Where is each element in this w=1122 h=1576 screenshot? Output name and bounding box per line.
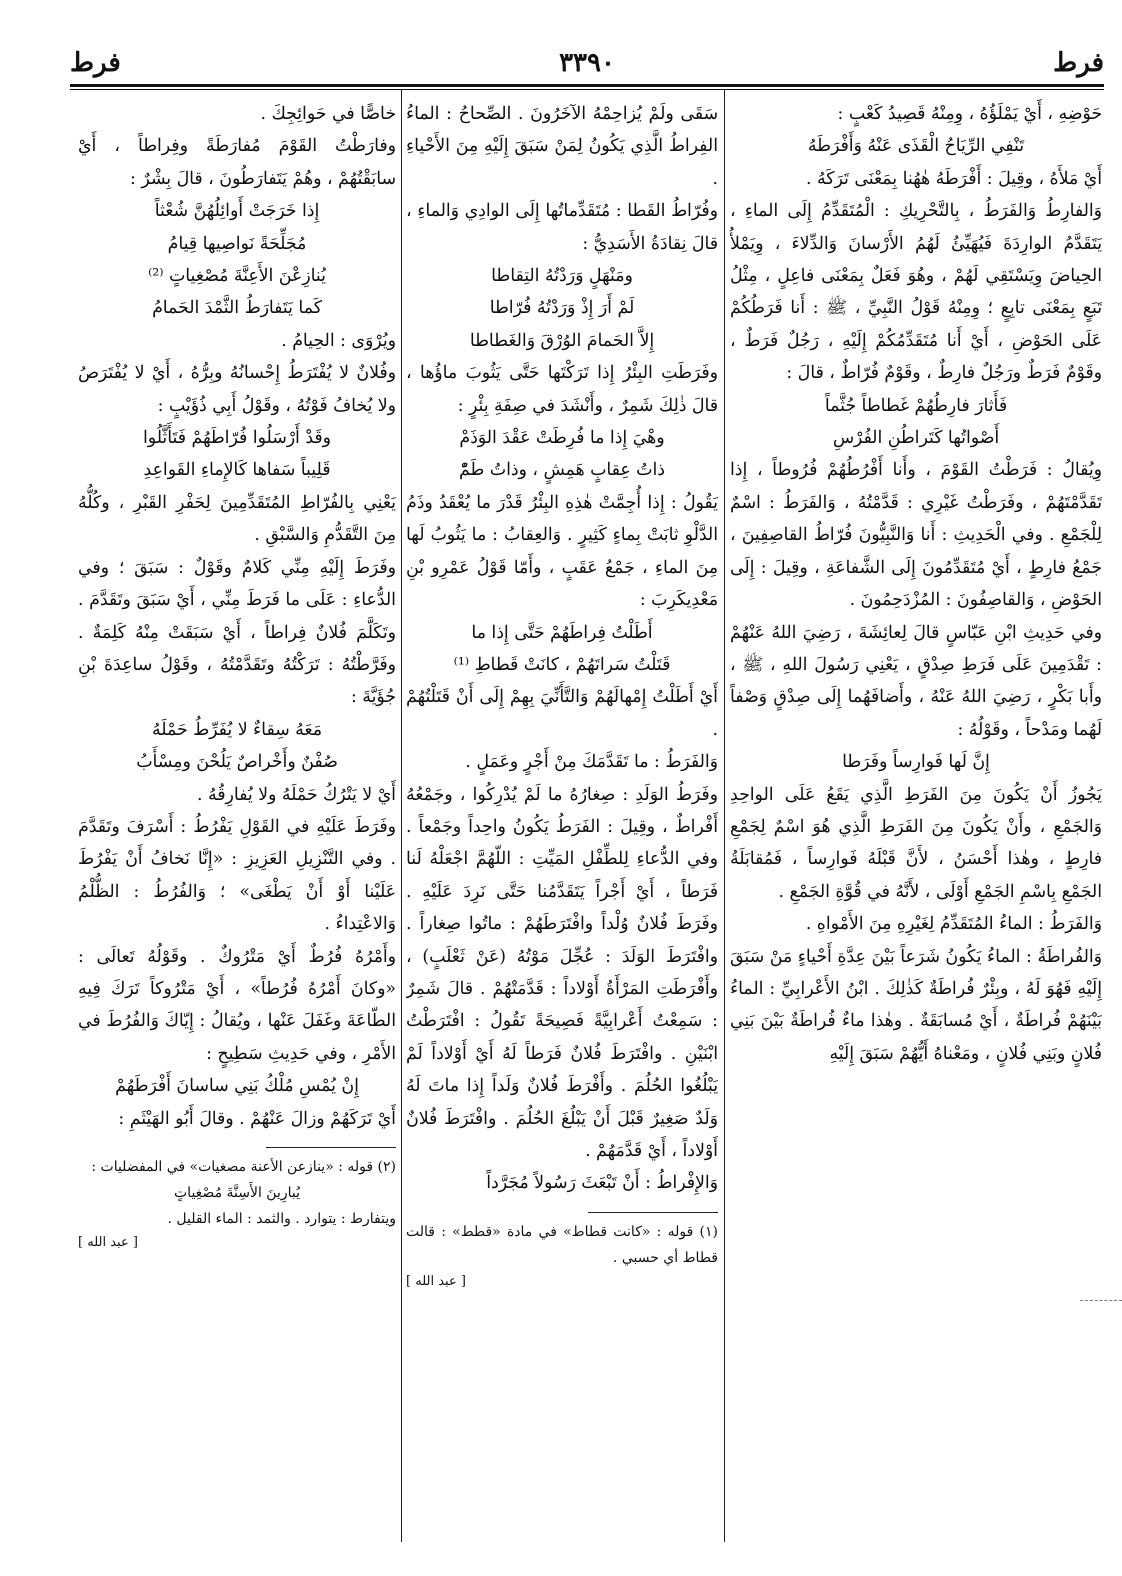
- verse-line: يُنازِعْنَ الأَعِنَّةَ مُصْغِياتٍ ⁽²⁾: [148, 266, 326, 287]
- editor-signature: [ عبد الله ]: [78, 1235, 138, 1250]
- verse-line: إِذا خَرَجَتْ أَوائِلُهُنَّ شُعْثاً: [154, 201, 320, 222]
- column-divider: [401, 90, 402, 1542]
- text-paragraph: يَجُوزُ أَنْ يَكُونَ مِنَ الفَرَطِ الَّذِي يَقَعُ عَلَى الواحِدِ وَالجَمْعِ ، وأَنْ يَكُونَ مِنَ الفَرَطِ الَّذِي هُوَ اسْمٌ لِجَمْعِ فارِطٍ ، وهٰذا أَحْسَنُ ، لأَنَّ قَبْلَهُ فَوارِساً ، فَمُقابَلَةُ الجَمْعِ بِاسْمِ الجَمْعِ أَوْلَى ، لأَنَّهُ في قُوَّةِ الجَمْعِ .: [730, 784, 1102, 902]
- text-paragraph: وَالإِفْراطُ : أَنْ تَبْعَثَ رَسُولاً مُجَرَّداً: [486, 1173, 718, 1194]
- verse-line: وقَدْ أَرْسَلُوا فُرّاطَهُمْ فَتَأَثَّلُوا: [142, 428, 332, 449]
- footnote: (١) قوله : «كانت قطاط» في مادة «قطط» : قالت قطاط أي حسبي .: [406, 1223, 718, 1266]
- verse-line: قَلِيباً سَفاها كَالإِماءِ القَواعِدِ: [143, 460, 331, 481]
- text-paragraph: وفَرَطَ إِلَيْهِ مِنِّي كَلامٌ وقَوْلٌ : سَبَقَ ؛ وفي الدُّعاءِ : عَلَى ما فَرَطَ مِنِّي ، أَيْ سَبَقَ وتَقَدَّمَ . وتَكَلَّمَ فُلانٌ فِراطاً ، أَيْ سَبَقَتْ مِنْهُ كَلِمَةٌ . وفَرَّطْتُهُ : تَرَكْتُهُ وتَقَدَّمْتُهُ ، وقَوْلُ ساعِدَةَ بْنِ جُؤَيَّةَ :: [78, 557, 396, 708]
- text-paragraph: وفَرَطَتِ البِئْرُ إِذا تَرَكْتَها حَتَّى يَثُوبَ ماؤُها ، قالَ ذٰلِكَ شَمِرٌ ، وأَنْشَدَ في صِفَةِ بِئْرٍ :: [406, 363, 718, 416]
- text-paragraph: وفَرَطُ الوَلَدِ : صِغارُهُ ما لَمْ يُدْرِكُوا ، وجَمْعُهُ أَفْراطٌ ، وقِيلَ : الفَرَطُ يَكُونُ واحِداً وجَمْعاً . وفي الدُّعاءِ لِلطِّفْلِ المَيِّتِ : اللّهُمَّ اجْعَلْهُ لَنا فَرَطاً ، أَيْ أَجْراً يَتَقَدَّمُنا حَتَّى نَرِدَ عَلَيْهِ . وفَرَطَ فُلانٌ وُلْداً وافْتَرَطَهُمْ : ماتُوا صِغاراً . وافْتَرَطَ الوَلَدَ : عُجِّلَ مَوْتُهُ (عَنْ ثَعْلَبٍ) ، وأَفْرَطَتِ المَرْأَةُ أَوْلاداً : قَدَّمَتْهُمْ . قالَ شَمِرٌ : سَمِعْتُ أَعْرابِيَّةً فَصِيحَةً تَقُولُ : افْتَرَطْتُ ابْنَيْنِ . وافْتَرَطَ فُلانٌ فَرَطاً لَهُ أَيْ أَوْلاداً لَمْ يَبْلُغُوا الحُلُمَ . وأَفْرَطَ فُلانٌ وَلَداً إِذا ماتَ لَهُ وَلَدٌ صَغِيرٌ قَبْلَ أَنْ يَبْلُغَ الحُلُمَ . وافْتَرَطَ فُلانٌ أَوْلاداً ، أَيْ قَدَّمَهُمْ .: [406, 784, 718, 1161]
- text-paragraph: وِيُقالُ : فَرَطْتُ القَوْمَ ، وأَنا أَفْرُطُهُمْ فُرُوطاً ، إِذا تَقَدَّمْتَهُمْ ، وفَرَطْتُ غَيْرِي : قَدَّمْتُهُ ، وَالفَرَطُ : اسْمٌ لِلْجَمْعِ . وفي الْحَدِيثِ : أَنا وَالنَّبِيُّونَ فُرّاطُ القاصِفِينَ ، جَمْعُ فارِطٍ ، أَيْ مُتَقَدِّمُونَ إِلَى الشَّفاعَةِ ، وقِيلَ : إِلَى الحَوْضِ ، وَالقاصِفُونَ : المُزْدَحِمُونَ .: [730, 460, 1102, 611]
- column-left: [78, 98, 396, 1538]
- verse-line: فَأَثارَ فارِطُهُمْ غَطاطاً جُثَّماً: [824, 395, 1008, 416]
- text-paragraph: أَيْ أَطَلْتُ إِمْهالَهُمْ وَالتَّأَنِّيَ بِهِمْ إِلَى أَنْ قَتَلْتُهُمْ .: [406, 687, 718, 740]
- verse-line: ذاتُ عِقابٍ هَمِشٍ ، وذاتُ طَمّْ: [459, 460, 665, 481]
- verse-line: إِنَّ لَها فَوارِساً وفَرَطا: [842, 752, 990, 773]
- text-paragraph: أَيْ مَلأَهُ ، وقِيلَ : أَفْرَطَهُ هٰهُنا بِمَعْنَى تَرَكَهُ .: [806, 168, 1102, 189]
- text-paragraph: أَيْ لا يَتْرُكُ حَمْلَهُ ولا يُفارِقُهُ .: [197, 784, 396, 805]
- footnote: ويتفارط : يتوارد . والثمد : الماء القليل .: [167, 1211, 396, 1227]
- text-paragraph: وَالفارِطُ وَالفَرَطُ ، بِالتَّحْرِيكِ : الْمُتَقَدِّمُ إِلَى الماءِ ، يَتَقَدَّمُ الوارِدَةَ فَيُهَيِّئُ لَهُمُ الأَرْسانَ وَالدِّلاءَ ، وِيَمْلأُ الحِياضَ وِيَسْتَقِي لَهُمْ ، وهُوَ فَعَلٌ بِمَعْنَى فاعِلٍ ، مِثْلُ تَبَعٍ بِمَعْنَى تابِعٍ ؛ وِمِنْهُ قَوْلُ النَّبِيِّ ، ﷺ : أَنا فَرَطُكُمْ عَلَى الحَوْضِ ، أَيْ أَنا مُتَقَدِّمُكُمْ إِلَيْهِ ، رَجُلٌ فَرَطٌ ، وقَوْمٌ فَرَطٌ ورَجُلٌ فارِطٌ ، وقَوْمٌ فُرّاطٌ ، قالَ :: [730, 201, 1102, 384]
- editor-signature: [ عبد الله ]: [406, 1273, 466, 1289]
- verse-line: إِنْ يُمْسِ مُلْكُ بَنِي ساسانَ أَفْرَطَهُمْ: [115, 1076, 359, 1097]
- column-right: [730, 98, 1102, 1538]
- footnote-rule: [266, 1147, 396, 1148]
- text-paragraph: وَالفَرَطُ : الماءُ المُتَقَدِّمُ لِغَيْرِهِ مِنَ الأَمْواهِ .: [805, 914, 1102, 935]
- text-paragraph: وفي حَدِيثِ ابْنِ عَبّاسٍ قالَ لِعائِشَةَ ، رَضِيَ اللهُ عَنْهُمْ : تَقْدَمِينَ عَلَى فَرَطِ صِدْقٍ ، يَعْنِي رَسُولَ اللهِ ، ﷺ ، وأَبا بَكْرٍ ، رَضِيَ اللهُ عَنْهُ ، وأَضافَهُما إِلَى صِدْقٍ وَصْفاً لَهُما ومَدْحاً ، وقَوْلُهُ :: [730, 622, 1102, 740]
- text-paragraph: حَوْضِهِ ، أَيْ يَمْلَؤُهُ ، وِمِنْهُ قَصِيدُ كَعْبٍ :: [837, 104, 1102, 124]
- headword-right: فرط: [1053, 48, 1104, 78]
- verse-line: لَمْ أَرَ إِذْ وَرَدْتُهُ فُرّاطا: [489, 298, 635, 319]
- verse-line: تَنْفِي الرِّيَاحُ الْقَذَى عَنْهُ وَأَفْرَطَهُ: [807, 136, 1025, 157]
- scan-mark: [1080, 1300, 1122, 1301]
- verse-line: صُفْنٌ وأَخْراصٌ يَلُحْنَ ومِسْأَبُ: [136, 752, 338, 773]
- text-paragraph: ويُرْوَى : الحِيامُ .: [281, 330, 396, 351]
- text-paragraph: أَيْ تَرَكَهُمْ وزالَ عَنْهُمْ . وقالَ أَبُو الهَيْثَمِ :: [118, 1108, 396, 1129]
- text-paragraph: وأَمْرُهُ فُرُطٌ أَيْ مَتْرُوكٌ . وقَوْلُهُ تَعالَى : «وكانَ أَمْرُهُ فُرُطاً» ، أَيْ مَتْرُوكاً تَرَكَ فِيهِ الطّاعَةَ وغَفَلَ عَنْها ، ويُقالُ : إِيّاكَ وَالفُرُطَ في الأَمْرِ ، وفي حَدِيثِ سَطِيحٍ :: [78, 946, 396, 1064]
- text-paragraph: خاصًّا في حَوائِجِكَ .: [260, 104, 396, 124]
- verse-line: إِلاَّ الحَمامَ الوُرْقَ وَالغَطاطا: [469, 330, 655, 351]
- verse-line: وهْيَ إِذا ما فُرِطَتْ عَقْدَ الوَذَمْ: [459, 428, 665, 449]
- verse-line: كَما يَتَفارَطُ الثَّمْدَ الحَمامُ: [152, 298, 322, 319]
- header-rule-thin: [70, 89, 1104, 90]
- verse-line: مُجَلِّحَةً نَواصِيها قِيامُ: [167, 233, 307, 254]
- verse-line: مَعَهُ سِقاءٌ لا يُفَرِّطُ حَمْلَهُ: [151, 719, 323, 740]
- header-rule: [70, 84, 1104, 87]
- text-paragraph: وَالفَرَطُ : ما تَقَدَّمَكَ مِنْ أَجْرٍ وعَمَلٍ .: [465, 752, 718, 773]
- page-header: [70, 48, 1104, 84]
- footnote: (٢) قوله : «ينازعن الأعنة مصغيات» في المفضليات :: [91, 1159, 396, 1175]
- verse-line: أَصْواتُها كَتَراطُنِ الفُرْسِ: [832, 428, 1000, 449]
- footnote-verse: يُبارِينَ الأَسِنَّةَ مُصْغِياتٍ: [174, 1185, 300, 1201]
- text-paragraph: وفُلانٌ لا يُفْتَرَطُ إِحْسانُهُ وبِرُّهُ ، أَيْ لا يُفْتَرَصُ ولا يُخافُ فَوْتُهُ ، وقَوْلُ أَبِي ذُؤَيْبٍ :: [78, 363, 396, 416]
- text-paragraph: وَالفُراطَةُ : الماءُ يَكُونُ شَرَعاً بَيْنَ عِدَّةِ أَحْياءٍ مَنْ سَبَقَ إِلَيْهِ فَهُوَ لَهُ ، وبِئْرٌ فُراطَةٌ كَذٰلِكَ . ابْنُ الأَعْرابِيِّ : الماءُ بَيْنَهُمْ فُراطَةٌ ، أَيْ مُسابَقَةٌ . وهٰذا ماءٌ فُراطَةٌ بَيْنَ بَنِي فُلانٍ وبَنِي فُلانٍ ، ومَعْناهُ أَيُّهُمْ سَبَقَ إِلَيْهِ: [730, 946, 1102, 1064]
- column-middle: [406, 98, 718, 1538]
- text-paragraph: يَعْنِي بِالفُرّاطِ المُتَقَدِّمِينَ لِحَفْرِ القَبْرِ ، وكُلُّهُ مِنَ التَّقَدُّمِ وَالسَّبْقِ .: [78, 492, 396, 546]
- headword-left: فرط: [70, 48, 121, 78]
- text-paragraph: سَقَى ولَمْ يُزاحِمْهُ الآخَرُونَ . الصِّحاحُ : الماءُ الفِراطُ الَّذِي يَكُونُ لِمَنْ سَبَقَ إِلَيْهِ مِنَ الأَحْياءِ .: [406, 104, 718, 189]
- verse-line: ومَنْهَلٍ وَرَدْتُهُ التِقاطا: [491, 266, 633, 287]
- text-paragraph: وفَرَطَ عَلَيْهِ في القَوْلِ يَفْرُطُ : أَسْرَفَ وتَقَدَّمَ . وفي التَّنْزِيلِ العَزِيزِ : «إِنَّا نَخافُ أَنْ يَفْرُطَ عَلَيْنا أَوْ أَنْ يَطْغَى» ؛ وَالفُرُطُ : الظُّلْمُ وَالاعْتِداءُ .: [78, 816, 396, 935]
- verse-line: أَطَلْتُ فِراطَهُمْ حَتَّى إِذا ما: [471, 622, 653, 643]
- footnote-rule: [588, 1212, 718, 1213]
- text-paragraph: وفُرّاطُ القَطا : مُتَقَدِّماتُها إِلَى الوادِي وَالماءِ ، قالَ نِقادَةُ الأَسَدِيُّ :: [406, 201, 718, 254]
- text-paragraph: يَقُولُ : إِذا أُجِمَّتْ هٰذِهِ البِئْرُ قَدْرَ ما يُعْقَدُ وذَمُ الدَّلْوِ ثابَتْ بِماءٍ كَثِيرٍ . وَالعِقابُ : ما يَثُوبُ لَها مِنَ الماءِ ، جَمْعُ عَقَبٍ ، وأَمّا قَوْلُ عَمْرِو بْنِ مَعْدِيكَرِبَ :: [406, 492, 718, 611]
- page-number: ٣٣٩٠: [559, 48, 615, 78]
- text-paragraph: وفارَطْتُ القَوْمَ مُفارَطَةً وفِراطاً ، أَيْ سابَقْتُهُمْ ، وهُمْ يَتَفارَطُونَ ، قالَ بِشْرٌ :: [78, 136, 396, 189]
- verse-line: قَتَلْتُ سَراتَهُمْ ، كانَتْ قَطاطِ ⁽¹⁾: [453, 654, 671, 675]
- column-divider: [724, 90, 725, 1542]
